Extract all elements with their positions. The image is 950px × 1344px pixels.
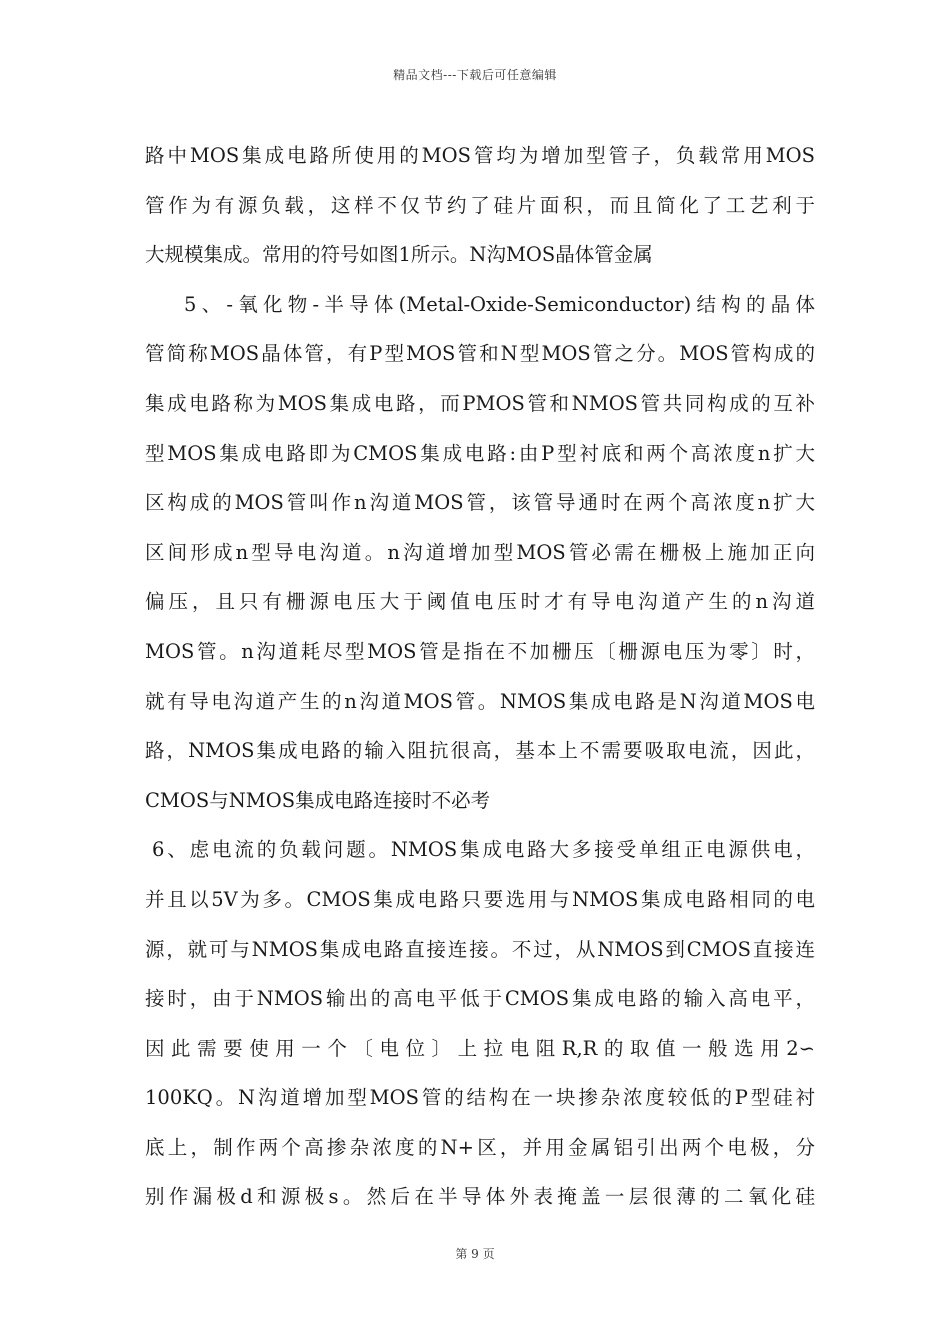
text-line: 5、-氧化物-半导体(Metal-Oxide-Semiconductor)结构的晶体 bbox=[184, 292, 815, 316]
text-line: 路，NMOS集成电路的输入阻抗很高，基本上不需要吸取电流，因此， bbox=[145, 739, 815, 763]
text-line: 并且以5V为多。CMOS集成电路只要选用与NMOS集成电路相同的电 bbox=[145, 887, 815, 911]
document-body bbox=[145, 131, 815, 1222]
text-line: 型MOS集成电路即为CMOS集成电路:由P型衬底和两个高浓度n扩大 bbox=[145, 441, 815, 465]
text-line: 管作为有源负载，这样不仅节约了硅片面积，而且简化了工艺利于 bbox=[145, 193, 815, 217]
text-line: 源，就可与NMOS集成电路直接连接。不过，从NMOS到CMOS直接连 bbox=[145, 937, 815, 961]
text-line: 偏压，且只有栅源电压大于阈值电压时才有导电沟道产生的n沟道 bbox=[145, 590, 815, 614]
text-line: 区构成的MOS管叫作n沟道MOS管，该管导通时在两个高浓度n扩大 bbox=[145, 491, 815, 515]
text-line: 别作漏极d和源极s。然后在半导体外表掩盖一层很薄的二氧化硅 bbox=[145, 1185, 815, 1209]
text-line: 100KQ。N沟道增加型MOS管的结构在一块掺杂浓度较低的P型硅衬 bbox=[145, 1086, 815, 1110]
text-line: 区间形成n型导电沟道。n沟道增加型MOS管必需在栅极上施加正向 bbox=[145, 540, 815, 564]
page-number: 第 9 页 bbox=[455, 1247, 495, 1261]
text-line: 管简称MOS晶体管，有P型MOS管和N型MOS管之分。MOS管构成的 bbox=[145, 342, 815, 366]
page-header: 精品文档---下载后可任意编辑 bbox=[393, 68, 557, 82]
text-line: 6、虑电流的负载问题。NMOS集成电路大多接受单组正电源供电， bbox=[152, 838, 815, 862]
text-line: 因此需要使用一个〔电位〕上拉电阻R,R的取值一般选用2∽ bbox=[145, 1036, 815, 1060]
text-line: 路中MOS集成电路所使用的MOS管均为增加型管子，负载常用MOS bbox=[145, 144, 815, 167]
text-line: 大规模集成。常用的符号如图1所示。N沟MOS晶体管金属 bbox=[145, 243, 653, 267]
text-line: MOS管。n沟道耗尽型MOS管是指在不加栅压〔栅源电压为零〕时， bbox=[145, 639, 815, 663]
text-line: 底上，制作两个高掺杂浓度的N+区，并用金属铝引出两个电极，分 bbox=[145, 1135, 815, 1159]
text-line: 就有导电沟道产生的n沟道MOS管。NMOS集成电路是N沟道MOS电 bbox=[145, 689, 815, 713]
text-line: CMOS与NMOS集成电路连接时不必考 bbox=[145, 788, 491, 812]
text-line: 集成电路称为MOS集成电路，而PMOS管和NMOS管共同构成的互补 bbox=[145, 391, 815, 415]
text-line: 接时，由于NMOS输出的高电平低于CMOS集成电路的输入高电平， bbox=[145, 987, 815, 1011]
